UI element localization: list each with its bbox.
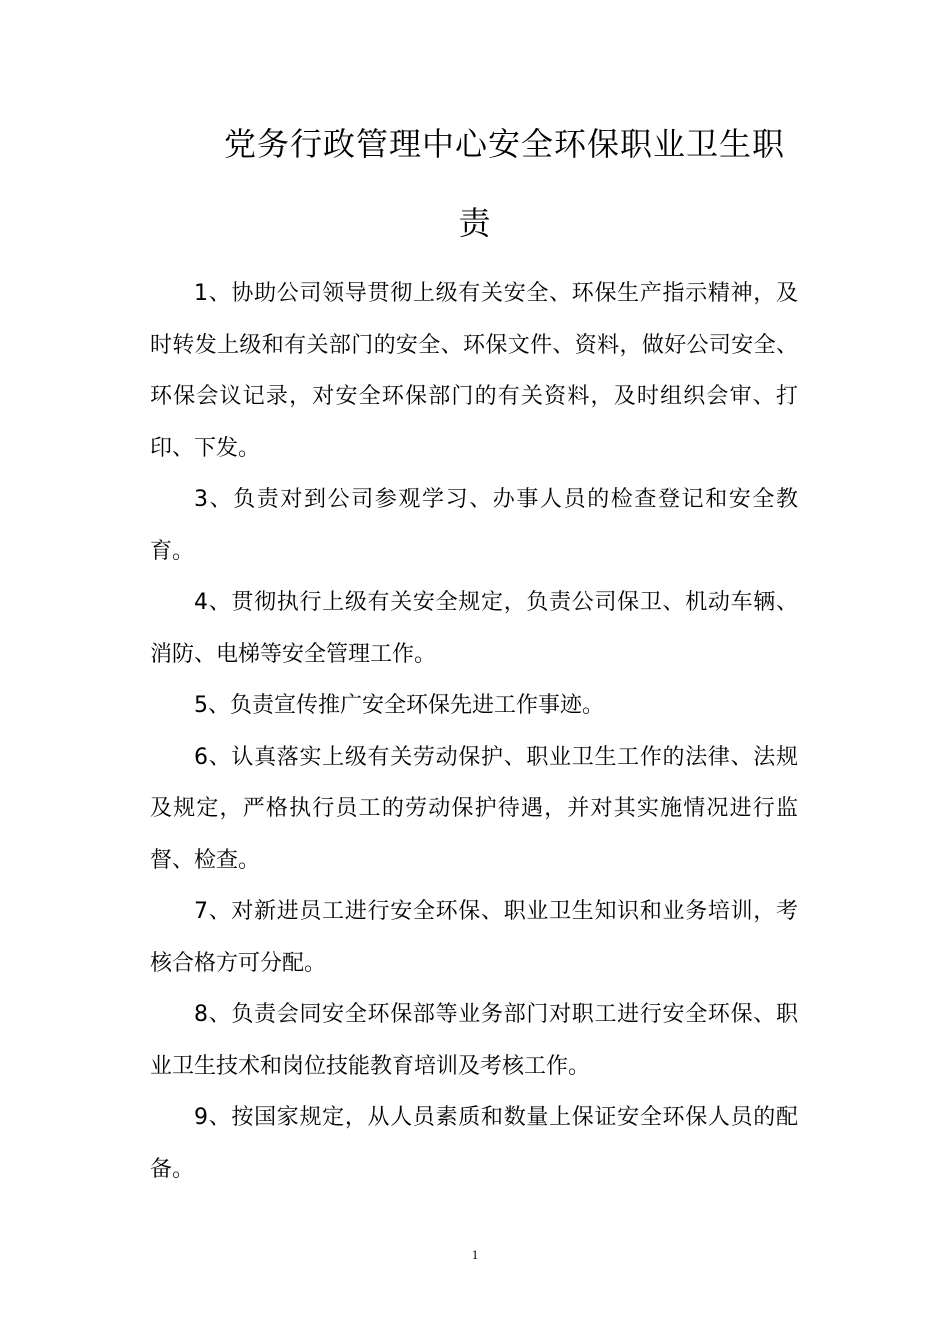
- document-title-line-1: 党务行政管理中心安全环保职业卫生职: [224, 125, 786, 163]
- document-body: [150, 268, 798, 1195]
- paragraph-item-8: 8、负责会同安全环保部等业务部门对职工进行安全环保、职业卫生技术和岗位技能教育培训及考核工作。: [150, 1002, 798, 1079]
- paragraph-item-7: 7、对新进员工进行安全环保、职业卫生知识和业务培训，考核合格方可分配。: [150, 899, 798, 976]
- document-title-line-2: 责: [458, 204, 492, 242]
- paragraph-item-5: 5、负责宣传推广安全环保先进工作事迹。: [194, 693, 604, 718]
- page-number: 1: [471, 1247, 479, 1262]
- paragraph-item-9: 9、按国家规定，从人员素质和数量上保证安全环保人员的配备。: [150, 1105, 798, 1182]
- paragraph-item-6: 6、认真落实上级有关劳动保护、职业卫生工作的法律、法规及规定，严格执行员工的劳动保护待遇，并对其实施情况进行监督、检查。: [150, 744, 798, 873]
- paragraph-item-4: 4、贯彻执行上级有关安全规定，负责公司保卫、机动车辆、消防、电梯等安全管理工作。: [150, 590, 798, 667]
- paragraph-item-3: 3、负责对到公司参观学习、办事人员的检查登记和安全教育。: [150, 487, 798, 564]
- paragraph-item-1: 1、协助公司领导贯彻上级有关安全、环保生产指示精神，及时转发上级和有关部门的安全、环保文件、资料，做好公司安全、环保会议记录，对安全环保部门的有关资料，及时组织会审、打印、下发。: [150, 281, 798, 461]
